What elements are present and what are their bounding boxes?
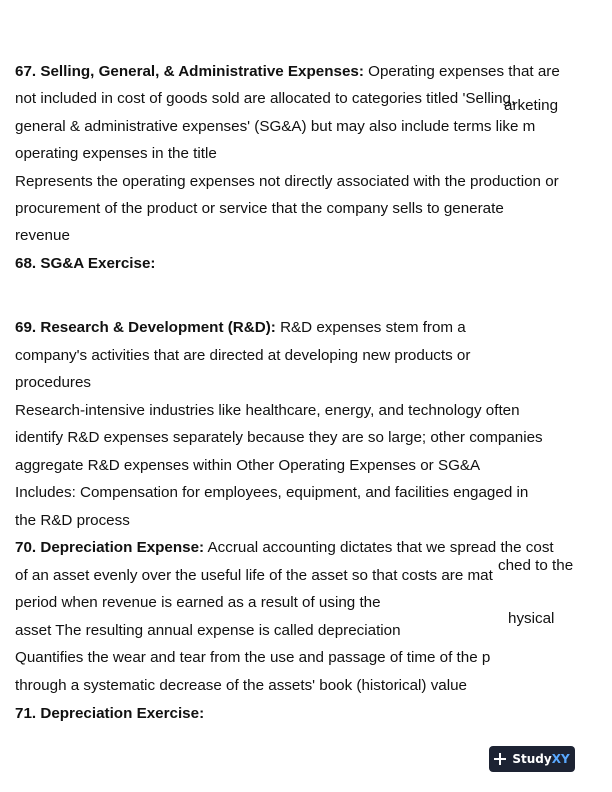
item-70-line-3: period when revenue is earned as a result of using the [15,594,381,611]
item-term: SG&A Exercise: [40,255,156,272]
item-number: 68. [15,255,37,272]
item-67-line-5: Represents the operating expenses not directly associated with the production or [15,173,559,190]
studyxy-logo [489,746,575,772]
item-71-heading-line [15,704,204,724]
item-number: 70. [15,539,37,556]
item-67-line-7: revenue [15,227,70,244]
item-69-line-6: aggregate R&D expenses within Other Operating Expenses or SG&A [15,457,481,474]
item-67-overlay-fragment: arketing [504,97,559,114]
item-70-line-5: Quantifies the wear and tear from the use and passage of time of the p [15,649,491,666]
item-69-line-2: company's activities that are directed at developing new products or [15,347,471,364]
item-text: Accrual accounting dictates that we spread the cost [207,539,554,556]
item-text: Operating expenses that are [368,63,560,80]
item-term: Selling, General, & Administrative Expenses: [40,63,364,80]
item-70-line-2: of an asset evenly over the useful life of the asset so that costs are mat [15,567,493,584]
item-70-heading-line [15,538,554,558]
item-69-line-5: identify R&D expenses separately because they are so large; other companies [15,429,543,446]
item-text: R&D expenses stem from a [280,319,466,336]
item-69-heading-line [15,318,466,338]
item-69-line-4: Research-intensive industries like healthcare, energy, and technology often [15,402,520,419]
item-number: 69. [15,319,37,336]
item-69-line-7: Includes: Compensation for employees, equipment, and facilities engaged in [15,484,529,501]
item-70-line-4: asset The resulting annual expense is called depreciation [15,622,401,639]
item-70-line-6: through a systematic decrease of the assets' book (historical) value [15,677,467,694]
item-67-line-4: operating expenses in the title [15,145,217,162]
item-67-line-2: not included in cost of goods sold are allocated to categories titled 'Selling, [15,90,516,107]
logo-suffix: XY [551,752,570,766]
item-69-line-8: the R&D process [15,512,130,529]
item-68-heading-line [15,254,155,274]
item-69-line-3: procedures [15,374,91,391]
item-term: Depreciation Exercise: [40,705,205,722]
item-67-line-6: procurement of the product or service that the company sells to generate [15,200,504,217]
item-70-overlay-fragment-a: ched to the [498,557,574,574]
item-67-heading-line [15,62,560,82]
item-70-overlay-fragment-b: hysical [508,610,555,627]
logo-wordmark [512,752,569,766]
item-term: Research & Development (R&D): [40,319,276,336]
plus-icon [494,753,506,765]
item-number: 71. [15,705,37,722]
logo-prefix: Study [512,752,552,766]
item-number: 67. [15,63,37,80]
item-term: Depreciation Expense: [40,539,205,556]
item-67-line-3: general & administrative expenses' (SG&A) but may also include terms like m [15,118,536,135]
